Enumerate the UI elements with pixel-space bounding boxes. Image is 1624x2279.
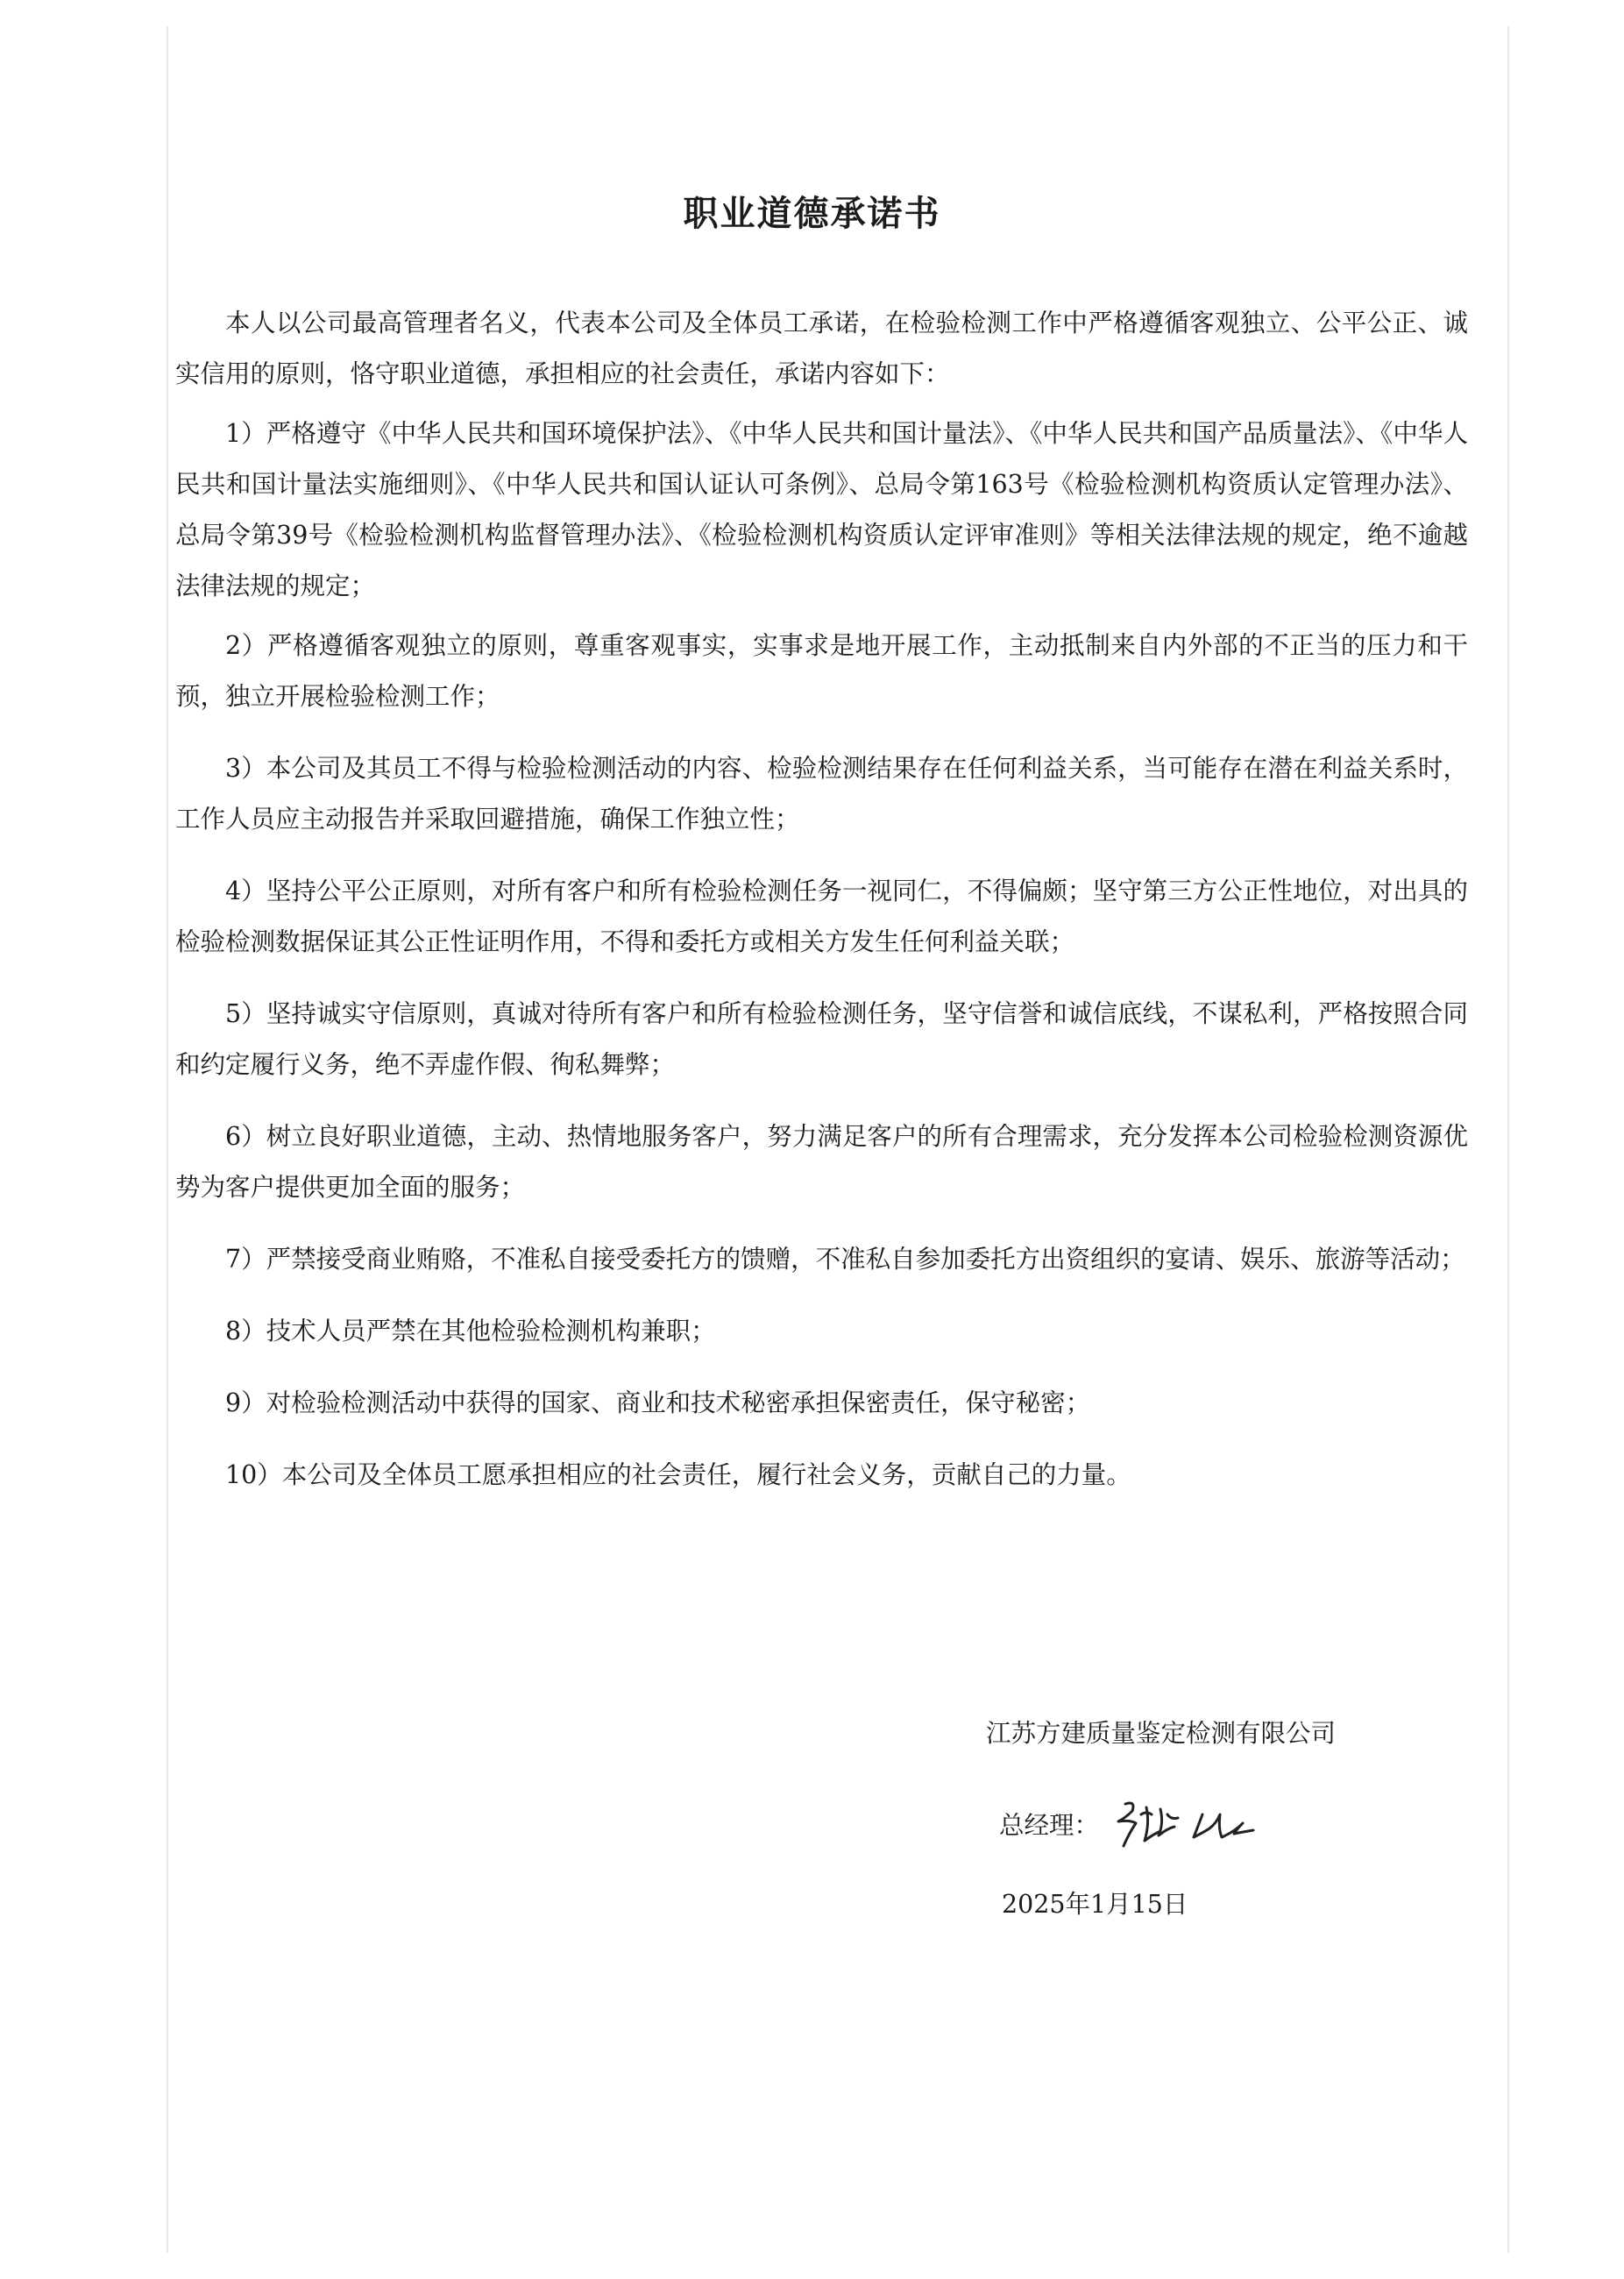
commitment-item-5: 5）坚持诚实守信原则，真诚对待所有客户和所有检验检测任务，坚守信誉和诚信底线，不谋私利，严格按照合同和约定履行义务，绝不弄虚作假、徇私舞弊； (175, 999, 1468, 1079)
commitment-item-1: 1）严格遵守《中华人民共和国环境保护法》、《中华人民共和国计量法》、《中华人民共和国产品质量法》、《中华人民共和国计量法实施细则》、《中华人民共和国认证认可条例》、总局令第163号《检验检测机构资质认定管理办法》、总局令第39号《检验检测机构监督管理办法》、《检验检测机构资质认定评审准则》等相关法律法规的规定，绝不逾越法律法规的规定； (175, 419, 1468, 600)
commitment-item-10: 10）本公司及全体员工愿承担相应的社会责任，履行社会义务，贡献自己的力量。 (225, 1460, 1131, 1489)
commitment-item-7: 7）严禁接受商业贿赂，不准私自接受委托方的馈赠，不准私自参加委托方出资组织的宴请、娱乐、旅游等活动； (225, 1245, 1465, 1274)
commitment-item-3: 3）本公司及其员工不得与检验检测活动的内容、检验检测结果存在任何利益关系，当可能存在潜在利益关系时，工作人员应主动报告并采取回避措施，确保工作独立性； (175, 754, 1468, 834)
signing-date: 2025年1月15日 (1002, 1890, 1188, 1919)
intro-paragraph: 本人以公司最高管理者名义，代表本公司及全体员工承诺，在检验检测工作中严格遵循客观独立、公平公正、诚实信用的原则，恪守职业道德，承担相应的社会责任，承诺内容如下： (175, 309, 1468, 388)
manager-label: 总经理： (999, 1810, 1100, 1840)
handwritten-signature (1106, 1788, 1281, 1858)
company-name: 江苏方建质量鉴定检测有限公司 (986, 1719, 1337, 1748)
commitment-item-8: 8）技术人员严禁在其他检验检测机构兼职； (225, 1317, 716, 1345)
commitment-item-9: 9）对检验检测活动中获得的国家、商业和技术秘密承担保密责任，保守秘密； (225, 1388, 1091, 1417)
document-title: 职业道德承诺书 (683, 194, 941, 234)
commitment-item-2: 2）严格遵循客观独立的原则，尊重客观事实，实事求是地开展工作，主动抵制来自内外部的不正当的压力和干预，独立开展检验检测工作； (175, 631, 1468, 711)
scan-edge-right (1507, 26, 1509, 2253)
scan-edge-left (167, 26, 168, 2253)
document-body (175, 298, 1468, 1522)
commitment-item-6: 6）树立良好职业道德，主动、热情地服务客户，努力满足客户的所有合理需求，充分发挥本公司检验检测资源优势为客户提供更加全面的服务； (175, 1122, 1468, 1202)
commitment-item-4: 4）坚持公平公正原则，对所有客户和所有检验检测任务一视同仁，不得偏颇；坚守第三方公正性地位，对出具的检验检测数据保证其公正性证明作用，不得和委托方或相关方发生任何利益关联； (175, 877, 1468, 956)
manager-signature-row (999, 1788, 1281, 1858)
